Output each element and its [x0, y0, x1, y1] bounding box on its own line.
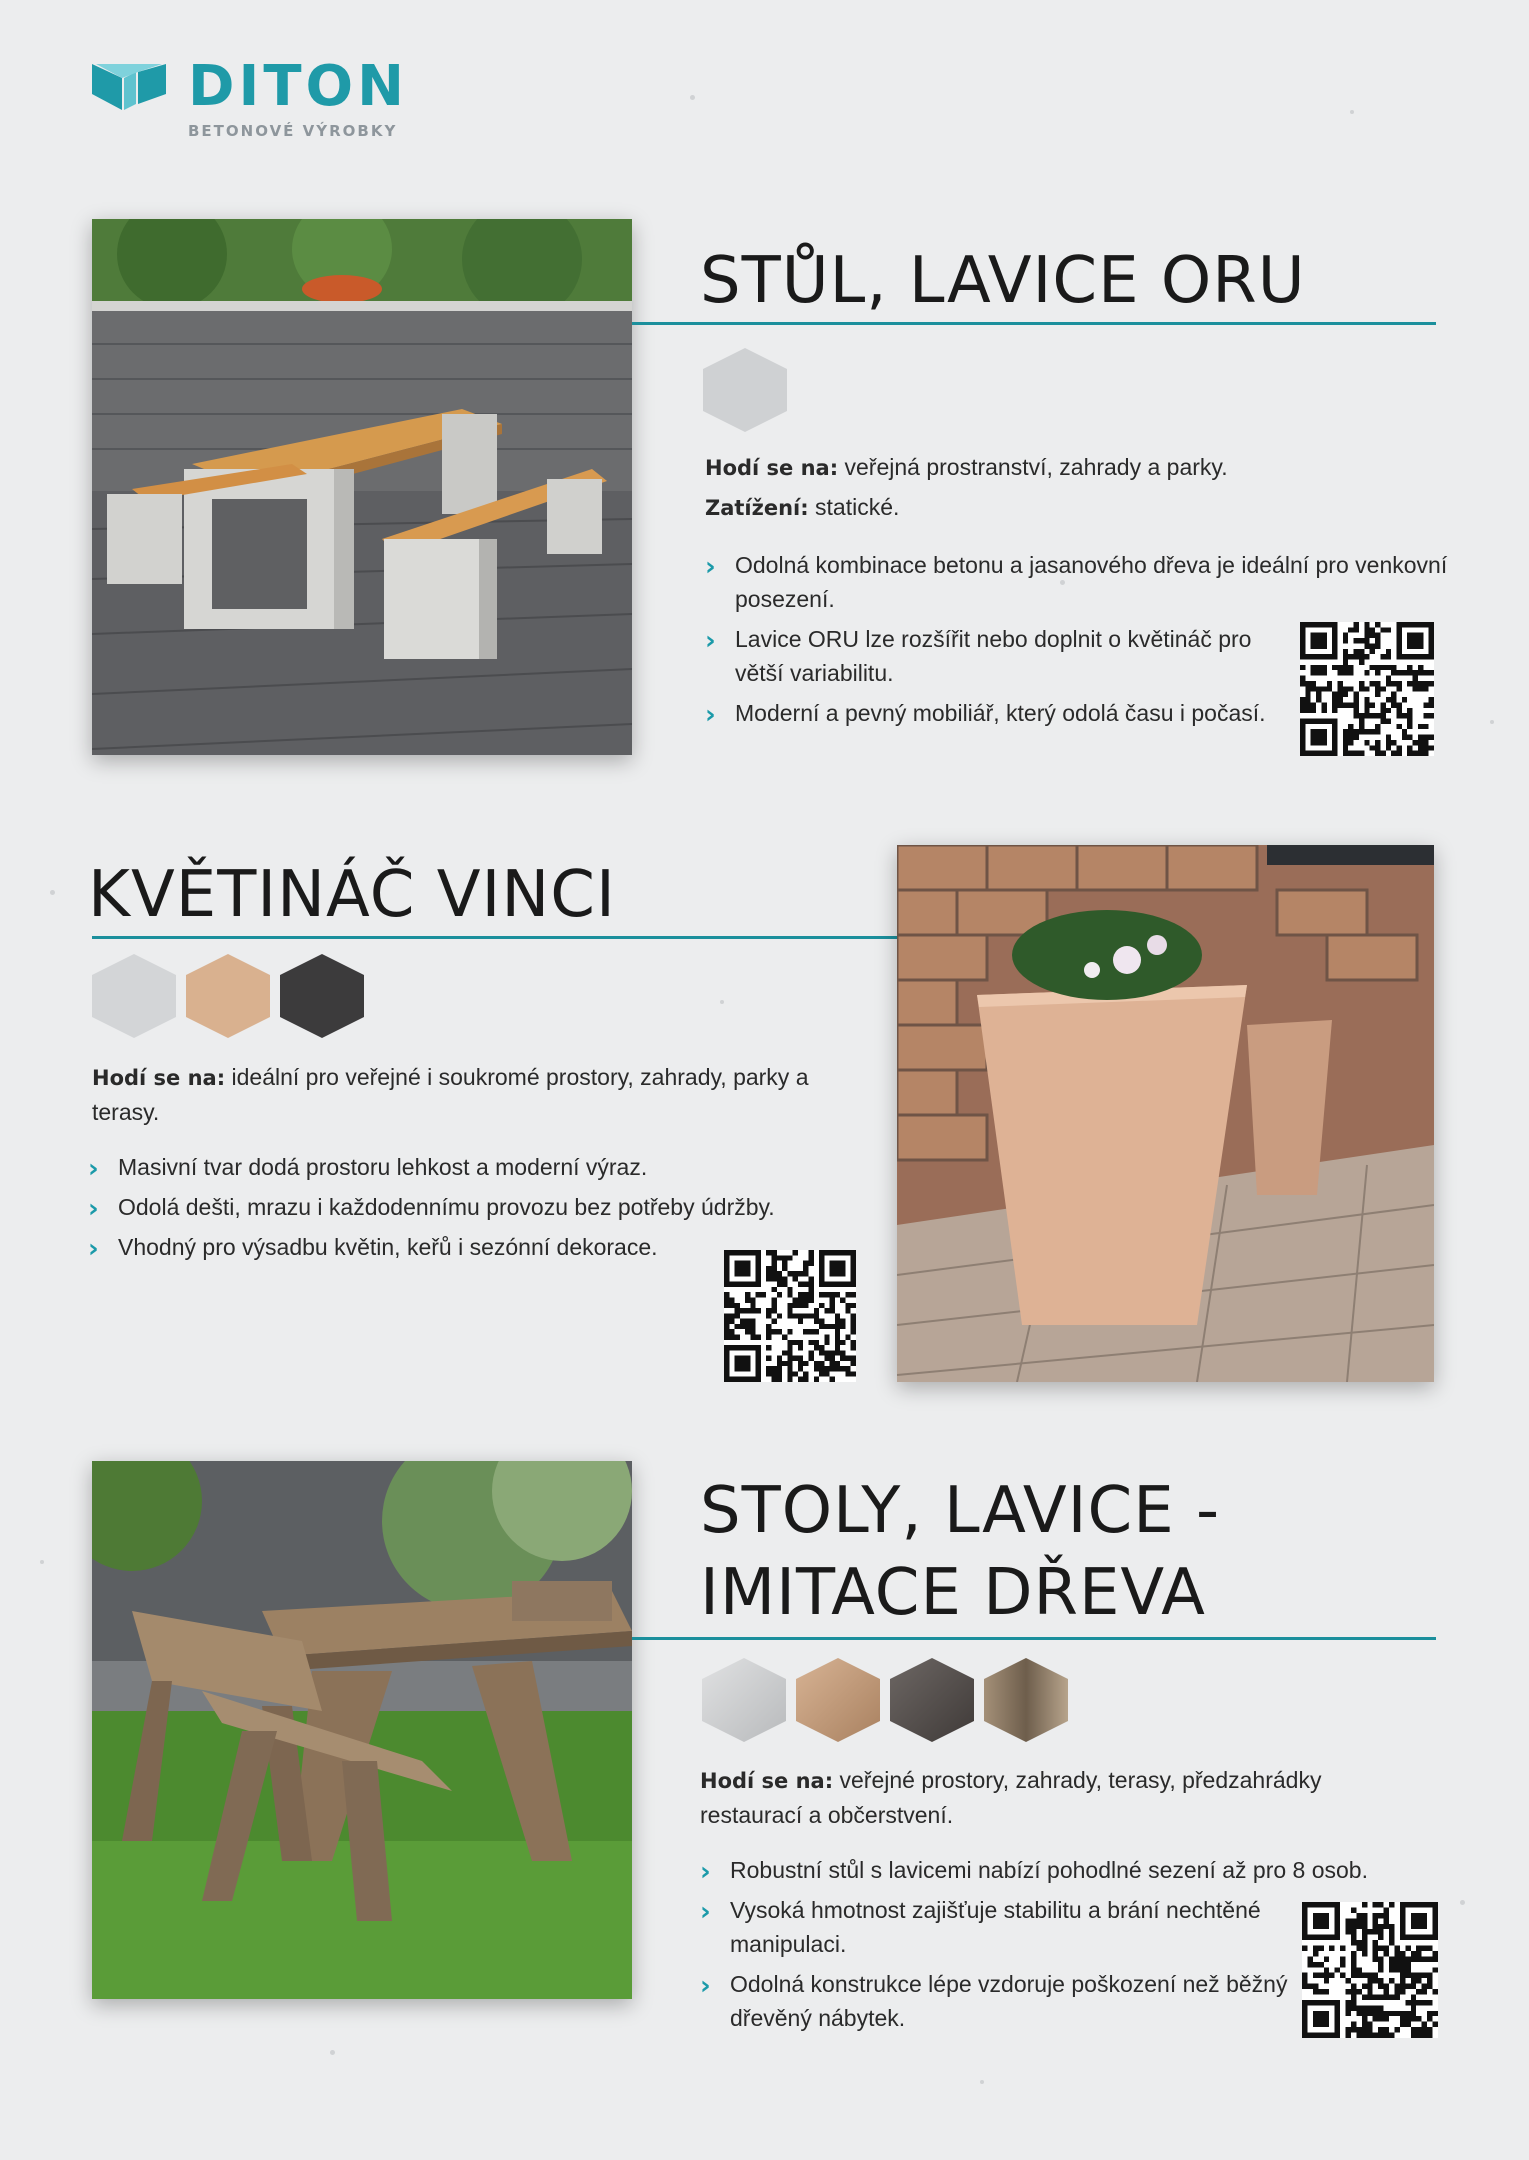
- suitable-for-wood-imitation: [700, 1763, 1420, 1832]
- color-swatch: [984, 1658, 1068, 1742]
- color-swatch: [702, 1658, 786, 1742]
- color-swatch: [186, 954, 270, 1038]
- color-swatch: [703, 348, 787, 432]
- chevron-right-icon: ›: [700, 1897, 711, 1927]
- title-line: IMITACE DŘEVA: [700, 1556, 1206, 1630]
- suitable-for-oru: [705, 450, 1425, 485]
- chevron-right-icon: ›: [700, 1971, 711, 2001]
- chevron-right-icon: ›: [705, 552, 716, 582]
- qr-code-icon: [1300, 622, 1434, 756]
- title-line: STOLY, LAVICE -: [700, 1474, 1221, 1548]
- chevron-right-icon: ›: [700, 1857, 711, 1887]
- section-rule-vinci: [92, 936, 897, 939]
- section-rule-oru: [632, 322, 1436, 325]
- feature-text: Vhodný pro výsadbu květin, keřů i sezónní dekorace.: [118, 1234, 658, 1260]
- feature-text: Odolná kombinace betonu a jasanového dřeva je ideální pro venkovní posezení.: [735, 552, 1448, 612]
- list-item: [700, 1967, 1290, 2035]
- qr-code-icon: [724, 1250, 856, 1382]
- brand-tagline: BETONOVÉ VÝROBKY: [188, 122, 398, 140]
- feature-text: Robustní stůl s lavicemi nabízí pohodlné sezení až pro 8 osob.: [730, 1857, 1368, 1883]
- list-item: [705, 696, 1275, 730]
- color-swatches-oru: [703, 348, 787, 432]
- chevron-right-icon: ›: [705, 700, 716, 730]
- list-item: [705, 622, 1275, 690]
- color-swatches-vinci: [92, 954, 364, 1038]
- feature-text: Odolná konstrukce lépe vzdoruje poškození než běžný dřevěný nábytek.: [730, 1971, 1288, 2031]
- list-item: [705, 548, 1455, 616]
- qr-code-oru[interactable]: [1300, 622, 1434, 756]
- diton-logo-icon: [92, 64, 166, 112]
- suitable-label: Hodí se na:: [700, 1769, 834, 1793]
- product-title-oru: STŮL, LAVICE ORU: [700, 244, 1306, 318]
- list-item: [88, 1150, 818, 1184]
- product-title-wood-imitation: [700, 1470, 1220, 1634]
- section-rule-wood-imitation: [632, 1637, 1436, 1640]
- suitable-text: veřejná prostranství, zahrady a parky.: [844, 454, 1228, 480]
- suitable-text: veřejné prostory, zahrady, terasy, předzahrádky restaurací a občerstvení.: [700, 1767, 1322, 1828]
- product-photo-wood-imitation: [92, 1461, 632, 1999]
- qr-code-wood-imitation[interactable]: [1302, 1902, 1438, 2038]
- load-text: statické.: [815, 494, 900, 520]
- suitable-label: Hodí se na:: [705, 456, 839, 480]
- chevron-right-icon: ›: [88, 1154, 99, 1184]
- qr-code-vinci[interactable]: [724, 1250, 856, 1382]
- load-label: Zatížení:: [705, 496, 809, 520]
- feature-text: Masivní tvar dodá prostoru lehkost a moderní výraz.: [118, 1154, 648, 1180]
- color-swatch: [890, 1658, 974, 1742]
- color-swatch: [280, 954, 364, 1038]
- color-swatches-wood-imitation: [702, 1658, 1068, 1742]
- chevron-right-icon: ›: [705, 626, 716, 656]
- list-item: [88, 1230, 758, 1264]
- chevron-right-icon: ›: [88, 1194, 99, 1224]
- list-item: [700, 1893, 1270, 1961]
- feature-text: Moderní a pevný mobiliář, který odolá času i počasí.: [735, 700, 1266, 726]
- suitable-text: ideální pro veřejné i soukromé prostory, zahrady, parky a terasy.: [92, 1064, 809, 1125]
- product-photo-vinci: [897, 845, 1434, 1382]
- feature-text: Vysoká hmotnost zajišťuje stabilitu a brání nechtěné manipulaci.: [730, 1897, 1261, 1957]
- feature-text: Lavice ORU lze rozšířit nebo doplnit o květináč pro větší variabilitu.: [735, 626, 1252, 686]
- suitable-label: Hodí se na:: [92, 1066, 226, 1090]
- list-item: [700, 1853, 1470, 1887]
- chevron-right-icon: ›: [88, 1234, 99, 1264]
- color-swatch: [796, 1658, 880, 1742]
- color-swatch: [92, 954, 176, 1038]
- brand-name: DITON: [188, 54, 408, 119]
- qr-code-icon: [1302, 1902, 1438, 2038]
- suitable-for-vinci: [92, 1060, 812, 1129]
- list-item: [88, 1190, 818, 1224]
- feature-list-vinci: [88, 1150, 808, 1270]
- product-photo-oru: [92, 219, 632, 755]
- load-oru: [705, 490, 1425, 525]
- feature-text: Odolá dešti, mrazu i každodennímu provozu bez potřeby údržby.: [118, 1194, 775, 1220]
- product-title-vinci: KVĚTINÁČ VINCI: [88, 858, 616, 932]
- diton-logo: [92, 54, 452, 150]
